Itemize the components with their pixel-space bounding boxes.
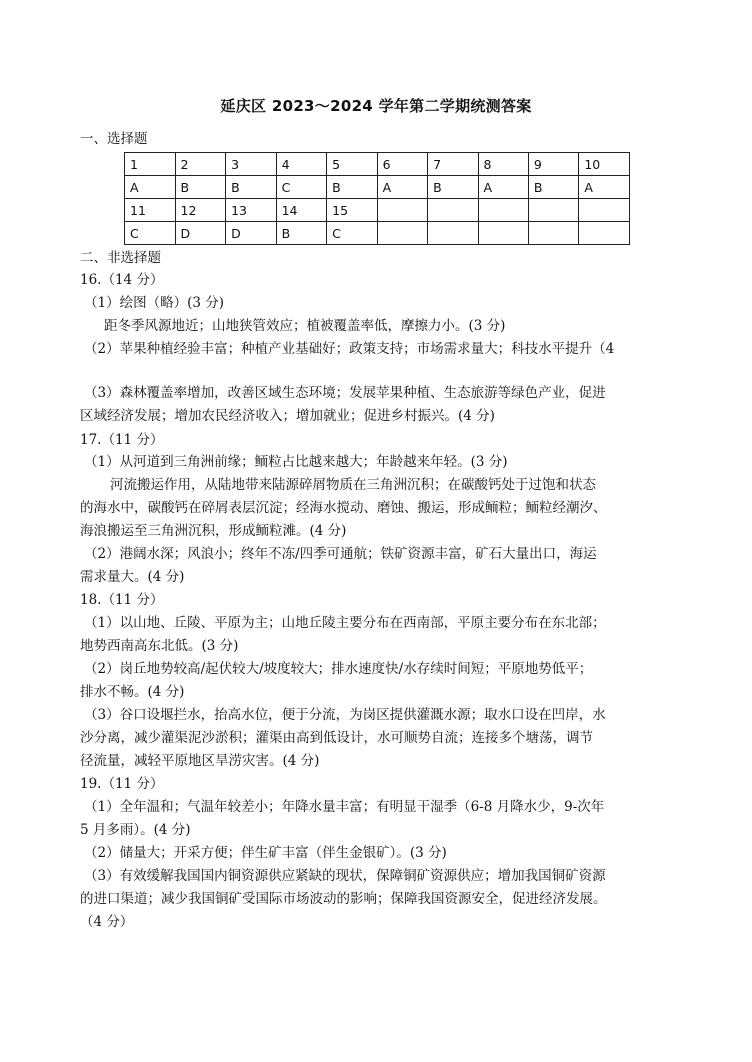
table-cell: 5 bbox=[327, 153, 378, 176]
table-cell: 9 bbox=[528, 153, 578, 176]
table-cell: 13 bbox=[226, 199, 277, 222]
table-cell bbox=[478, 199, 528, 222]
answer-line: （3）谷口设堰拦水，抬高水位，便于分流，为岗区提供灌溉水源；取水口设在凹岸，水 bbox=[84, 707, 606, 723]
table-cell: C bbox=[125, 222, 176, 245]
answer-line: 5 月多雨）。(4 分) bbox=[80, 822, 191, 838]
table-cell: D bbox=[175, 222, 226, 245]
answer-line: （1）以山地、丘陵、平原为主；山地丘陵主要分布在西南部，平原主要分布在东北部； bbox=[84, 615, 606, 631]
answer-line: （2）苹果种植经验丰富；种植产业基础好；政策支持；市场需求量大；科技水平提升（4 bbox=[84, 341, 615, 357]
section-heading-choice: 一、选择题 bbox=[80, 131, 148, 147]
table-cell bbox=[528, 199, 578, 222]
table-row bbox=[125, 176, 630, 199]
table-cell: 12 bbox=[175, 199, 226, 222]
answer-line: （4 分） bbox=[80, 914, 134, 930]
answer-line: 海浪搬运至三角洲沉积，形成鲕粒滩。(4 分) bbox=[80, 523, 347, 539]
choice-answer-table bbox=[124, 152, 630, 245]
table-cell bbox=[428, 222, 478, 245]
table-cell: 2 bbox=[175, 153, 226, 176]
table-cell: B bbox=[528, 176, 578, 199]
answer-line: （3）有效缓解我国国内铜资源供应紧缺的现状，保障铜矿资源供应；增加我国铜矿资源 bbox=[84, 868, 606, 884]
answer-line: （1）全年温和；气温年较差小；年降水量丰富；有明显干湿季（6-8 月降水少，9-次年 bbox=[84, 799, 605, 815]
table-cell: C bbox=[276, 176, 327, 199]
answer-line: 的进口渠道；减少我国铜矿受国际市场波动的影响；保障我国资源安全，促进经济发展。 bbox=[80, 891, 607, 907]
answer-line: （1）从河道到三角洲前缘；鲕粒占比越来越大；年龄越来年轻。(3 分) bbox=[84, 454, 508, 470]
table-row bbox=[125, 153, 630, 176]
table-cell: 14 bbox=[276, 199, 327, 222]
table-cell: B bbox=[276, 222, 327, 245]
answer-line: 区域经济发展；增加农民经济收入；增加就业；促进乡村振兴。(4 分) bbox=[80, 408, 495, 424]
table-cell: A bbox=[478, 176, 528, 199]
table-cell: 8 bbox=[478, 153, 528, 176]
question-heading: 17.（11 分） bbox=[80, 432, 164, 448]
question-heading: 18.（11 分） bbox=[80, 592, 164, 608]
table-cell bbox=[528, 222, 578, 245]
answer-line: 沙分离，减少灌渠泥沙淤积；灌渠由高到低设计，水可顺势自流；连接多个塘荡，调节 bbox=[80, 730, 593, 746]
table-cell: 6 bbox=[377, 153, 427, 176]
table-cell: 1 bbox=[125, 153, 176, 176]
section-heading-nonchoice: 二、非选择题 bbox=[80, 250, 161, 266]
table-row bbox=[125, 199, 630, 222]
answer-line: （3）森林覆盖率增加，改善区域生态环境；发展苹果种植、生态旅游等绿色产业，促进 bbox=[84, 385, 606, 401]
answer-line: 径流量，减轻平原地区旱涝灾害。(4 分) bbox=[80, 753, 320, 769]
table-cell bbox=[377, 222, 427, 245]
answer-line: 需求量大。(4 分) bbox=[80, 569, 185, 585]
table-cell: B bbox=[175, 176, 226, 199]
table-cell bbox=[428, 199, 478, 222]
answer-line: 距冬季风源地近；山地狭管效应；植被覆盖率低，摩擦力小。(3 分) bbox=[104, 318, 506, 334]
table-cell: 7 bbox=[428, 153, 478, 176]
answer-line: 的海水中，碳酸钙在碎屑表层沉淀；经海水搅动、磨蚀、搬运，形成鲕粒；鲕粒经潮汐、 bbox=[80, 500, 607, 516]
question-heading: 19.（11 分） bbox=[80, 776, 164, 792]
table-cell: A bbox=[377, 176, 427, 199]
answer-line: （2）储量大；开采方便；伴生矿丰富（伴生金银矿）。(3 分) bbox=[84, 845, 447, 861]
answer-line: （2）岗丘地势较高/起伏较大/坡度较大；排水速度快/水存续时间短；平原地势低平； bbox=[84, 661, 593, 677]
table-cell: D bbox=[226, 222, 277, 245]
table-cell: B bbox=[428, 176, 478, 199]
page-title: 延庆区 2023～2024 学年第二学期统测答案 bbox=[220, 97, 532, 115]
table-cell: A bbox=[125, 176, 176, 199]
answer-line: （2）港阔水深；风浪小；终年不冻/四季可通航；铁矿资源丰富，矿石大量出口，海运 bbox=[84, 546, 597, 562]
answer-line: 排水不畅。(4 分) bbox=[80, 684, 185, 700]
table-cell bbox=[579, 222, 630, 245]
table-cell: 3 bbox=[226, 153, 277, 176]
table-cell: 15 bbox=[327, 199, 378, 222]
table-cell: 10 bbox=[579, 153, 630, 176]
answer-line: （1）绘图（略）(3 分) bbox=[84, 295, 225, 311]
question-heading: 16.（14 分） bbox=[80, 272, 164, 288]
table-cell: 11 bbox=[125, 199, 176, 222]
table-cell: A bbox=[579, 176, 630, 199]
table-cell bbox=[478, 222, 528, 245]
table-row bbox=[125, 222, 630, 245]
table-cell: B bbox=[226, 176, 277, 199]
table-cell: 4 bbox=[276, 153, 327, 176]
table-cell bbox=[579, 199, 630, 222]
answer-line: 河流搬运作用，从陆地带来陆源碎屑物质在三角洲沉积；在碳酸钙处于过饱和状态 bbox=[110, 477, 596, 493]
answer-line: 地势西南高东北低。(3 分) bbox=[80, 638, 239, 654]
table-cell: B bbox=[327, 176, 378, 199]
table-cell bbox=[377, 199, 427, 222]
table-cell: C bbox=[327, 222, 378, 245]
